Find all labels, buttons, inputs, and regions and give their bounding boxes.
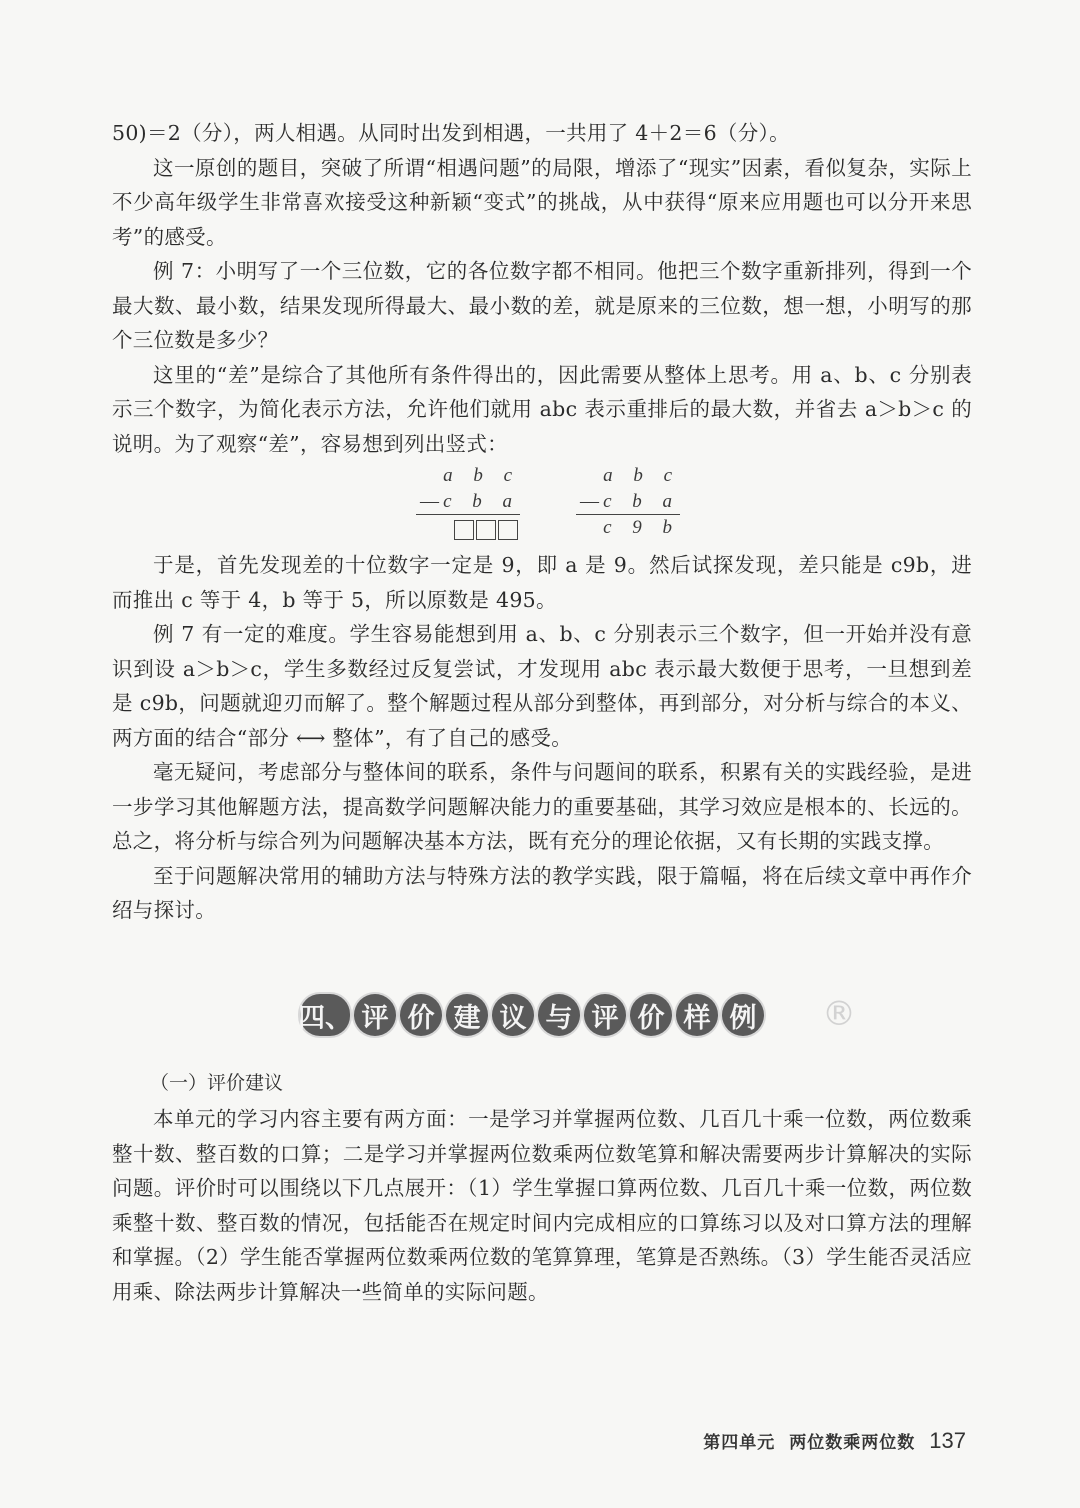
section-heading — [0, 988, 1080, 1058]
heading-char: 价 — [630, 994, 672, 1036]
subtraction-left — [410, 462, 520, 547]
difference: c 9 b — [603, 517, 680, 538]
heading-char: 样 — [676, 994, 718, 1036]
text-block-middle — [112, 548, 972, 928]
minuend: a b c — [603, 465, 680, 486]
blank-answer-boxes — [454, 520, 518, 540]
heading-characters — [300, 994, 764, 1036]
footer-unit: 第四单元 — [703, 1433, 776, 1453]
page-footer — [703, 1428, 966, 1454]
heading-char: 四、 — [300, 994, 350, 1036]
subtrahend: c b a — [603, 491, 680, 512]
heading-char: 建 — [446, 994, 488, 1036]
subtrahend: c b a — [443, 491, 520, 512]
paragraph-continuation: 50)＝2（分），两人相遇。从同时出发到相遇，一共用了 4＋2＝6（分）。 — [112, 121, 790, 145]
paragraph-closing: 至于问题解决常用的辅助方法与特殊方法的教学实践，限于篇幅，将在后续文章中再作介绍与探讨。 — [112, 863, 972, 922]
minus-sign: — — [580, 491, 599, 512]
paragraph-difficulty: 例 7 有一定的难度。学生容易能想到用 a、b、c 分别表示三个数字，但一开始并没有意识到设 a＞b＞c，学生多数经过反复尝试，才发现用 abc 表示最大数便于思考，一旦想到差是 c9b，问题就迎刃而解了。整个解题过程从部分到整体，再到部分，对分析与综合的本义、两方面的结合“部分 ⟷ 整体”，有了自己的感受。 — [112, 622, 972, 750]
result-line — [576, 514, 680, 515]
blank-box — [454, 520, 474, 540]
registered-mark: ® — [822, 994, 856, 1034]
page-number: 137 — [929, 1428, 966, 1453]
heading-char: 评 — [584, 994, 626, 1036]
heading-char: 价 — [400, 994, 442, 1036]
paragraph-example-7: 例 7：小明写了一个三位数，它的各位数字都不相同。他把三个数字重新排列，得到一个最大数、最小数，结果发现所得最大、最小数的差，就是原来的三位数，想一想，小明写的那个三位数是多少？ — [112, 259, 972, 352]
paragraph-solution: 于是，首先发现差的十位数字一定是 9，即 a 是 9。然后试探发现，差只能是 c9b，进而推出 c 等于 4，b 等于 5，所以原数是 495。 — [112, 553, 972, 612]
heading-char: 例 — [722, 994, 764, 1036]
blank-box — [476, 520, 496, 540]
result-line — [416, 514, 520, 515]
paragraph-conclusion: 毫无疑问，考虑部分与整体间的联系，条件与问题间的联系，积累有关的实践经验，是进一步学习其他解题方法，提高数学问题解决能力的重要基础，其学习效应是根本的、长远的。总之，将分析与综合列为问题解决基本方法，既有充分的理论依据，又有长期的实践支撑。 — [112, 760, 972, 853]
heading-char: 议 — [492, 994, 534, 1036]
vertical-subtraction — [410, 462, 680, 547]
text-block-bottom — [112, 1102, 972, 1309]
heading-char: 与 — [538, 994, 580, 1036]
subheading: （一）评价建议 — [150, 1072, 284, 1094]
paragraph-commentary: 这一原创的题目，突破了所谓“相遇问题”的局限，增添了“现实”因素，看似复杂，实际上不少高年级学生非常喜欢接受这种新颖“变式”的挑战，从中获得“原来应用题也可以分开来思考”的感受。 — [112, 155, 972, 249]
heading-char: 评 — [354, 994, 396, 1036]
text-block-top — [112, 116, 972, 461]
minuend: a b c — [443, 465, 520, 486]
subtraction-right — [570, 462, 680, 547]
paragraph-evaluation: 本单元的学习内容主要有两方面：一是学习并掌握两位数、几百几十乘一位数，两位数乘整十数、整百数的口算；二是学习并掌握两位数乘两位数笔算和解决需要两步计算解决的实际问题。评价时可以围绕以下几点展开：（1）学生掌握口算两位数、几百几十乘一位数，两位数乘整十数、整百数的情况，包括能否在规定时间内完成相应的口算练习以及对口算方法的理解和掌握。（2）学生能否掌握两位数乘两位数的笔算算理，笔算是否熟练。（3）学生能否灵活应用乘、除法两步计算解决一些简单的实际问题。 — [112, 1107, 972, 1304]
paragraph-analysis: 这里的“差”是综合了其他所有条件得出的，因此需要从整体上思考。用 a、b、c 分别表示三个数字，为简化表示方法，允许他们就用 abc 表示重排后的最大数，并省去 a＞b＞c 的说明。为了观察“差”，容易想到列出竖式： — [112, 362, 972, 456]
footer-chapter: 两位数乘两位数 — [789, 1433, 916, 1453]
minus-sign: — — [420, 491, 439, 512]
blank-box — [498, 520, 518, 540]
